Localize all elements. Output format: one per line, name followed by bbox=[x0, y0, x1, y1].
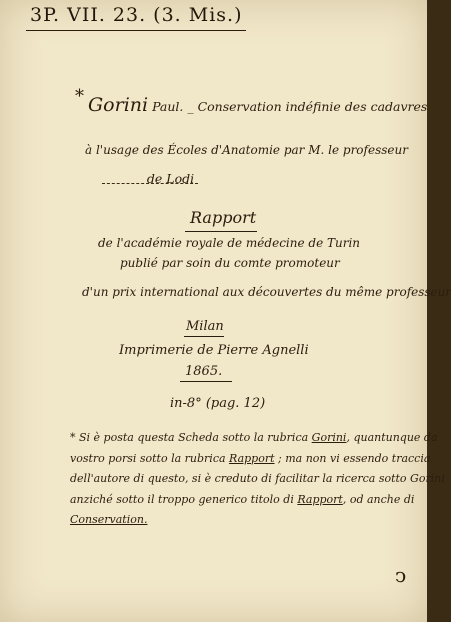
entry-title-line1: Paul. _ Conservation indéfinie des cadavres bbox=[148, 99, 428, 114]
entry-title-line2: à l'usage des Écoles d'Anatomie par M. le professeur bbox=[85, 143, 408, 157]
note-line-5 bbox=[70, 510, 412, 531]
author-name: Gorini bbox=[88, 94, 149, 116]
note-line-4 bbox=[70, 490, 415, 511]
note-line-3: dell'autore di questo, si è creduto di facilitar la ricerca sotto Gorini bbox=[70, 472, 445, 485]
year-underline bbox=[180, 381, 232, 382]
note-text: ; ma non vi essendo traccia bbox=[274, 451, 431, 465]
shelfmark: 3P. VII. 23. (3. Mis.) bbox=[30, 4, 243, 26]
note-line-2 bbox=[70, 449, 431, 470]
cataloguer-note bbox=[70, 428, 445, 531]
entry-heading bbox=[88, 94, 427, 116]
rapport-underline bbox=[185, 231, 257, 232]
note-underlined: Rapport bbox=[297, 492, 343, 506]
entry-asterisk: * bbox=[75, 86, 84, 107]
note-text: , quantunque da bbox=[346, 431, 438, 444]
note-line-1 bbox=[70, 428, 438, 449]
rapport-title: Rapport bbox=[190, 208, 257, 227]
city-underline bbox=[184, 336, 224, 337]
entry-title-line3 bbox=[88, 171, 194, 186]
rapport-line3: d'un prix international aux découvertes du même professeur bbox=[82, 285, 451, 299]
note-underlined: Gorini bbox=[311, 431, 347, 444]
note-underlined: Conservation. bbox=[70, 513, 148, 526]
shelfmark-underline bbox=[26, 30, 246, 31]
note-text: vostro porsi sotto la rubrica bbox=[70, 451, 230, 465]
note-text: , od anche di bbox=[342, 492, 415, 506]
note-text: * Si è posta questa Scheda sotto la rubrica bbox=[70, 431, 312, 444]
imprint-printer: Imprimerie de Pierre Agnelli bbox=[119, 343, 309, 358]
note-underlined: Rapport bbox=[229, 451, 275, 465]
imprint-city: Milan bbox=[186, 319, 224, 334]
rapport-line2: publié par soin du comte promoteur bbox=[120, 256, 340, 270]
imprint-year: 1865. bbox=[185, 364, 223, 379]
imprint-format: in-8° (pag. 12) bbox=[170, 396, 266, 411]
corner-mark: ↄ bbox=[395, 563, 407, 587]
rapport-line1: de l'académie royale de médecine de Turin bbox=[98, 236, 361, 250]
note-text: anziché sotto il troppo generico titolo di bbox=[70, 492, 298, 506]
entry-place: de Lodi bbox=[146, 171, 195, 186]
